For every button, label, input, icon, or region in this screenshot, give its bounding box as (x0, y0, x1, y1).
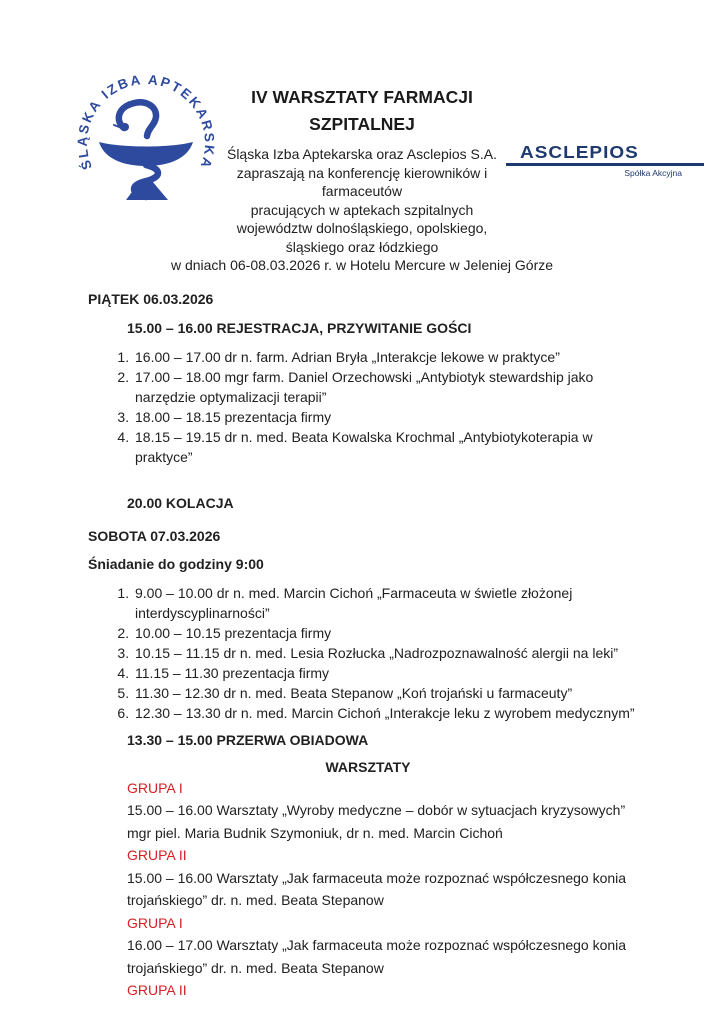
slaska-izba-aptekarska-logo-icon (72, 64, 220, 214)
list-item: 3. 18.00 – 18.15 prezentacja firmy (133, 407, 648, 427)
list-item: 6. 12.30 – 13.30 dr n. med. Marcin Cichoń „Interakcje leku z wyrobem medycznym” (133, 703, 648, 723)
breakfast-heading: Śniadanie do godziny 9:00 (88, 555, 264, 572)
list-item: 1. 9.00 – 10.00 dr n. med. Marcin Cichoń „Farmaceuta w świetle złożonej interdyscyplinarności” (133, 583, 648, 623)
intro-line: Śląska Izba Aptekarska oraz Asclepios S.A. (226, 146, 498, 162)
group-label: GRUPA I (127, 779, 183, 796)
intro-line: województw dolnośląskiego, opolskiego, (236, 220, 488, 236)
registration-heading: 15.00 – 16.00 REJESTRACJA, PRZYWITANIE GOŚCI (127, 319, 472, 336)
list-item: 5. 11.30 – 12.30 dr n. med. Beata Stepanow „Koń trojański u farmaceuty” (133, 683, 648, 703)
workshop-line: 15.00 – 16.00 Warsztaty „Wyroby medyczne – dobór w sytuacjach kryzysowych” (127, 802, 626, 818)
agenda-body (88, 289, 648, 1002)
bowl-of-hygieia-icon (99, 102, 193, 200)
asclepios-logo-rule (506, 163, 704, 166)
logo-arc-text: ŚLĄSKA IZBA APTEKARSKA (74, 71, 218, 172)
group-label: GRUPA I (127, 914, 183, 931)
workshop-line: 15.00 – 16.00 Warsztaty „Jak farmaceuta może rozpoznać współczesnego konia trojańskiego” dr. n. med. Beata Stepanow (127, 869, 627, 908)
asclepios-logo-name: ASCLEPIOS (520, 143, 639, 163)
list-item: 3. 10.15 – 11.15 dr n. med. Lesia Rozłucka „Nadrozpoznawalność alergii na leki” (133, 643, 648, 663)
intro-line: farmaceutów (321, 183, 403, 199)
asclepios-logo (506, 144, 704, 178)
lunch-break-heading: 13.30 – 15.00 PRZERWA OBIADOWA (127, 731, 369, 748)
list-item: 2. 10.00 – 10.15 prezentacja firmy (133, 623, 648, 643)
workshop-line: 16.00 – 17.00 Warsztaty „Jak farmaceuta może rozpoznać współczesnego konia trojańskiego” dr. n. med. Beata Stepanow (127, 937, 627, 976)
friday-agenda-list (88, 347, 648, 467)
intro-line: zapraszają na konferencję kierowników i (236, 164, 488, 181)
intro-line: pracujących w aptekach szpitalnych (250, 201, 474, 218)
workshops-heading: WARSZTATY (325, 758, 411, 775)
saturday-heading: SOBOTA 07.03.2026 (88, 527, 221, 544)
group-label: GRUPA II (127, 847, 187, 863)
title-line-1: IV WARSZTATY FARMACJI (251, 87, 473, 107)
dinner-heading: 20.00 KOLACJA (127, 494, 234, 511)
saturday-agenda-list (88, 583, 648, 723)
asclepios-logo-subtitle: Spółka Akcyjna (624, 167, 682, 178)
intro-line: w dniach 06-08.03.2026 r. w Hotelu Mercure w Jeleniej Górze (170, 257, 554, 273)
title-line-2: SZPITALNEJ (309, 114, 415, 134)
intro-line: śląskiego oraz łódzkiego (285, 238, 439, 255)
list-item: 4. 11.15 – 11.30 prezentacja firmy (133, 663, 648, 683)
list-item: 4. 18.15 – 19.15 dr n. med. Beata Kowalska Krochmal „Antybiotykoterapia w praktyce” (133, 427, 648, 467)
workshop-line: mgr piel. Maria Budnik Szymoniuk, dr n. med. Marcin Cichoń (127, 824, 503, 841)
list-item: 2. 17.00 – 18.00 mgr farm. Daniel Orzechowski „Antybiotyk stewardship jako narzędzie optymalizacji terapii” (133, 367, 648, 407)
workshops-block (127, 777, 648, 1002)
group-label: GRUPA II (127, 982, 187, 998)
friday-heading: PIĄTEK 06.03.2026 (88, 290, 214, 307)
list-item: 1. 16.00 – 17.00 dr n. farm. Adrian Bryła „Interakcje lekowe w praktyce” (133, 347, 648, 367)
